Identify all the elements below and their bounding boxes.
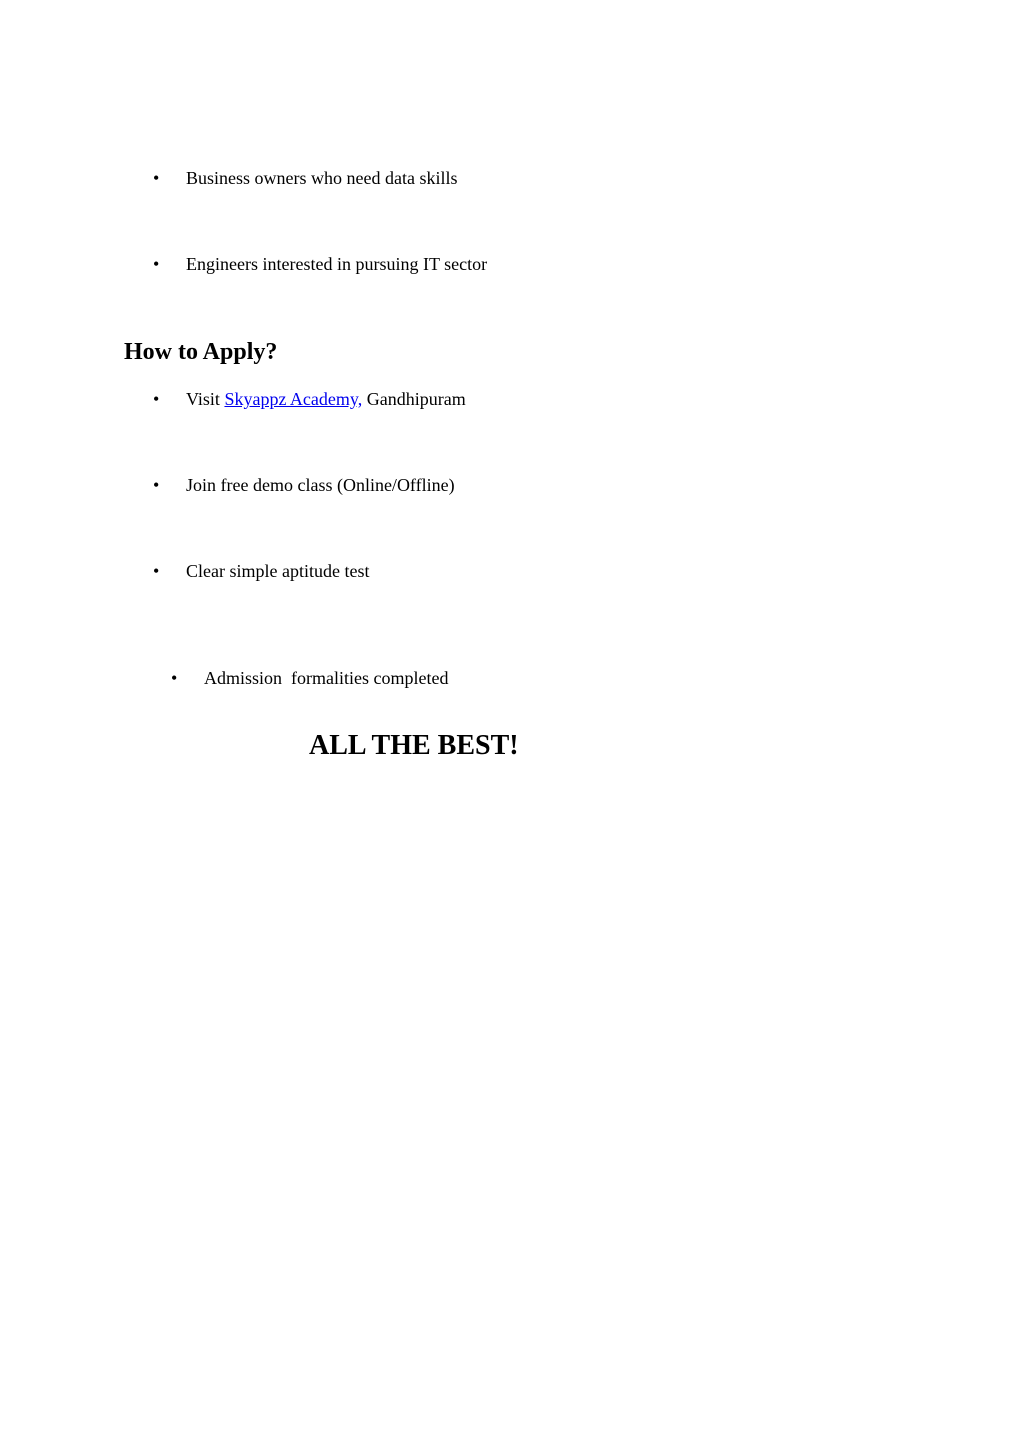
list-item-text: Business owners who need data skills <box>186 168 458 188</box>
list-item-engineers <box>153 253 487 275</box>
list-item-text: Admission formalities completed <box>204 668 449 688</box>
list-item-text: Join free demo class (Online/Offline) <box>186 475 455 495</box>
list-item-visit <box>153 388 466 410</box>
list-item-demo-class <box>153 474 455 496</box>
section-heading-how-to-apply: How to Apply? <box>124 339 278 365</box>
list-item-business-owners <box>153 167 457 189</box>
list-item-aptitude-test <box>153 560 369 582</box>
visit-suffix: Gandhipuram <box>362 389 466 409</box>
bullet-icon: • <box>153 475 160 495</box>
skyappz-academy-link[interactable]: Skyappz Academy, <box>224 389 363 409</box>
list-item-admission <box>153 645 448 711</box>
bullet-icon: • <box>153 254 160 274</box>
list-item-text: Clear simple aptitude test <box>186 561 370 581</box>
bullet-icon: • <box>171 668 178 688</box>
bullet-icon: • <box>153 389 160 409</box>
list-item-text: Engineers interested in pursuing IT sector <box>186 254 488 274</box>
closing-message: ALL THE BEST! <box>309 730 519 761</box>
visit-prefix: Visit <box>186 389 225 409</box>
bullet-icon: • <box>153 168 160 188</box>
bullet-icon: • <box>153 561 160 581</box>
list-item-text <box>186 388 466 410</box>
